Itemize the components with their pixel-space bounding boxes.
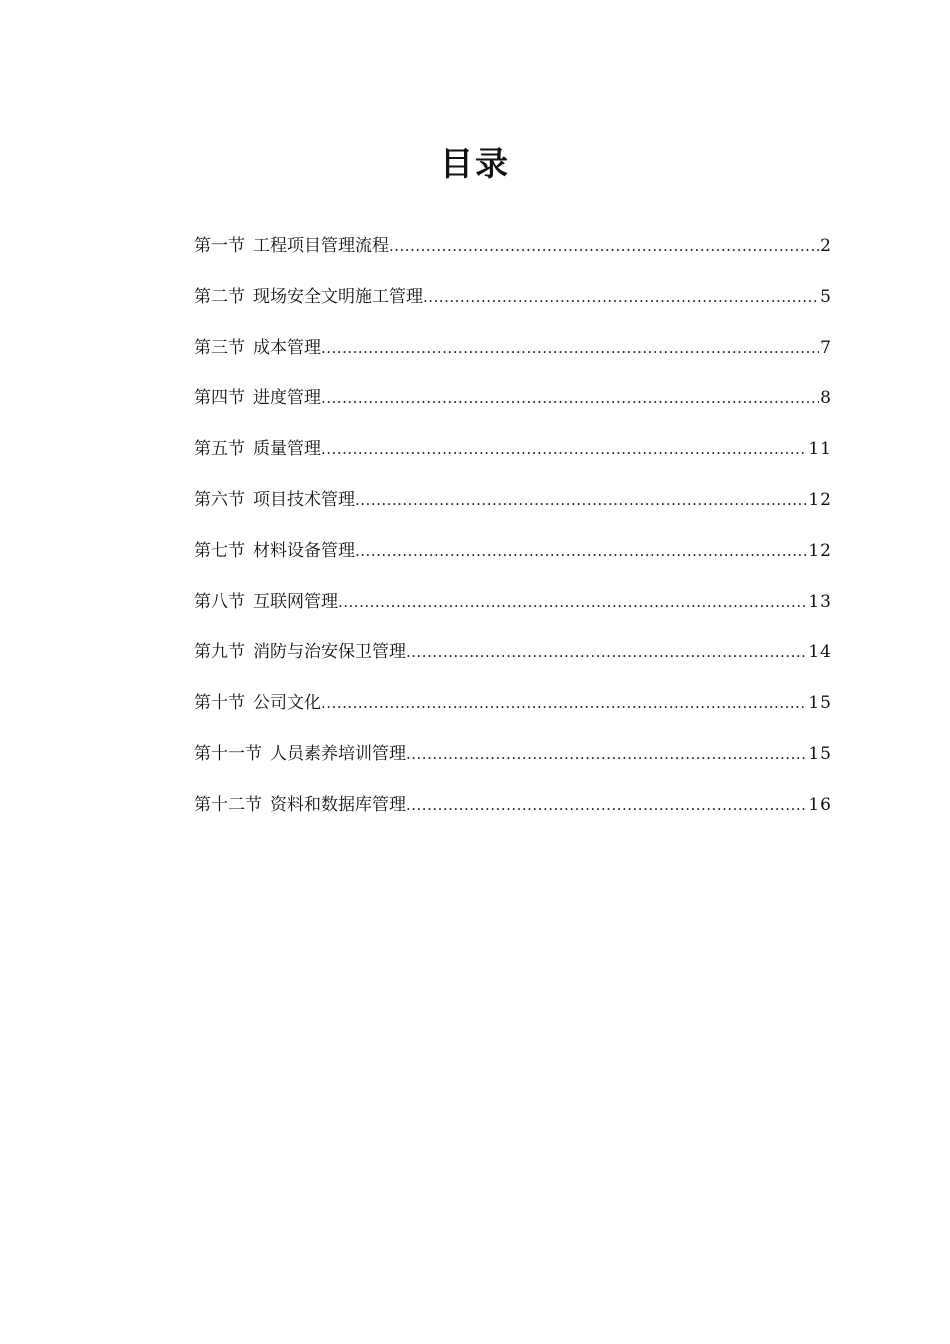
- dot-leader: [321, 384, 819, 412]
- toc-entry-label: 人员素养培训管理: [270, 743, 406, 764]
- dot-leader: [321, 689, 807, 717]
- toc-entry-page: 13: [808, 591, 832, 612]
- toc-entry-page: 15: [808, 743, 832, 764]
- dot-leader: [321, 334, 819, 362]
- toc-entry-label: 现场安全文明施工管理: [253, 286, 423, 307]
- toc-entry-number: 第九节: [194, 642, 245, 663]
- toc-entry[interactable]: [194, 384, 832, 435]
- toc-entry-number: 第八节: [194, 591, 245, 612]
- toc-entry-number: 第四节: [194, 388, 245, 409]
- dot-leader: [406, 638, 807, 666]
- toc-entry-label: 项目技术管理: [253, 489, 355, 510]
- toc-entry-label: 材料设备管理: [253, 540, 355, 561]
- toc-entry-page: 2: [820, 236, 832, 256]
- toc-list: [194, 232, 832, 842]
- toc-entry-number: 第一节: [194, 236, 245, 256]
- toc-entry-number: 第十二节: [194, 794, 262, 815]
- toc-entry-page: 12: [808, 489, 832, 510]
- toc-entry-page: 8: [820, 388, 832, 409]
- toc-entry[interactable]: [194, 435, 832, 486]
- toc-entry-page: 15: [808, 693, 832, 714]
- toc-entry[interactable]: [194, 588, 832, 639]
- toc-entry[interactable]: [194, 689, 832, 740]
- toc-entry[interactable]: [194, 791, 832, 842]
- toc-entry-number: 第十节: [194, 693, 245, 714]
- toc-entry-number: 第三节: [194, 337, 245, 358]
- dot-leader: [321, 435, 807, 463]
- toc-entry-label: 进度管理: [253, 388, 321, 409]
- dot-leader: [406, 791, 807, 819]
- dot-leader: [406, 740, 807, 768]
- toc-entry[interactable]: [194, 334, 832, 385]
- toc-entry-label: 成本管理: [253, 337, 321, 358]
- toc-entry-number: 第五节: [194, 439, 245, 460]
- toc-entry-label: 资料和数据库管理: [270, 794, 406, 815]
- toc-entry-label: 质量管理: [253, 439, 321, 460]
- toc-entry-label: 消防与治安保卫管理: [253, 642, 406, 663]
- toc-entry[interactable]: [194, 486, 832, 537]
- dot-leader: [355, 537, 807, 565]
- toc-entry[interactable]: [194, 537, 832, 588]
- toc-entry-page: 16: [808, 794, 832, 815]
- dot-leader: [355, 486, 807, 514]
- toc-entry-number: 第十一节: [194, 743, 262, 764]
- toc-entry[interactable]: [194, 232, 832, 283]
- toc-entry-page: 12: [808, 540, 832, 561]
- toc-entry-number: 第七节: [194, 540, 245, 561]
- toc-entry-page: 5: [820, 286, 832, 307]
- toc-entry[interactable]: [194, 283, 832, 334]
- toc-entry-page: 11: [808, 439, 832, 460]
- toc-entry-page: 14: [808, 642, 832, 663]
- dot-leader: [338, 588, 807, 616]
- toc-title: 目录: [440, 144, 510, 183]
- dot-leader: [389, 232, 819, 260]
- toc-entry-label: 互联网管理: [253, 591, 338, 612]
- dot-leader: [423, 283, 819, 311]
- toc-entry-label: 公司文化: [253, 693, 321, 714]
- toc-entry[interactable]: [194, 638, 832, 689]
- toc-entry-page: 7: [820, 337, 832, 358]
- toc-entry[interactable]: [194, 740, 832, 791]
- toc-entry-label: 工程项目管理流程: [253, 236, 389, 256]
- toc-entry-number: 第二节: [194, 286, 245, 307]
- toc-entry-number: 第六节: [194, 489, 245, 510]
